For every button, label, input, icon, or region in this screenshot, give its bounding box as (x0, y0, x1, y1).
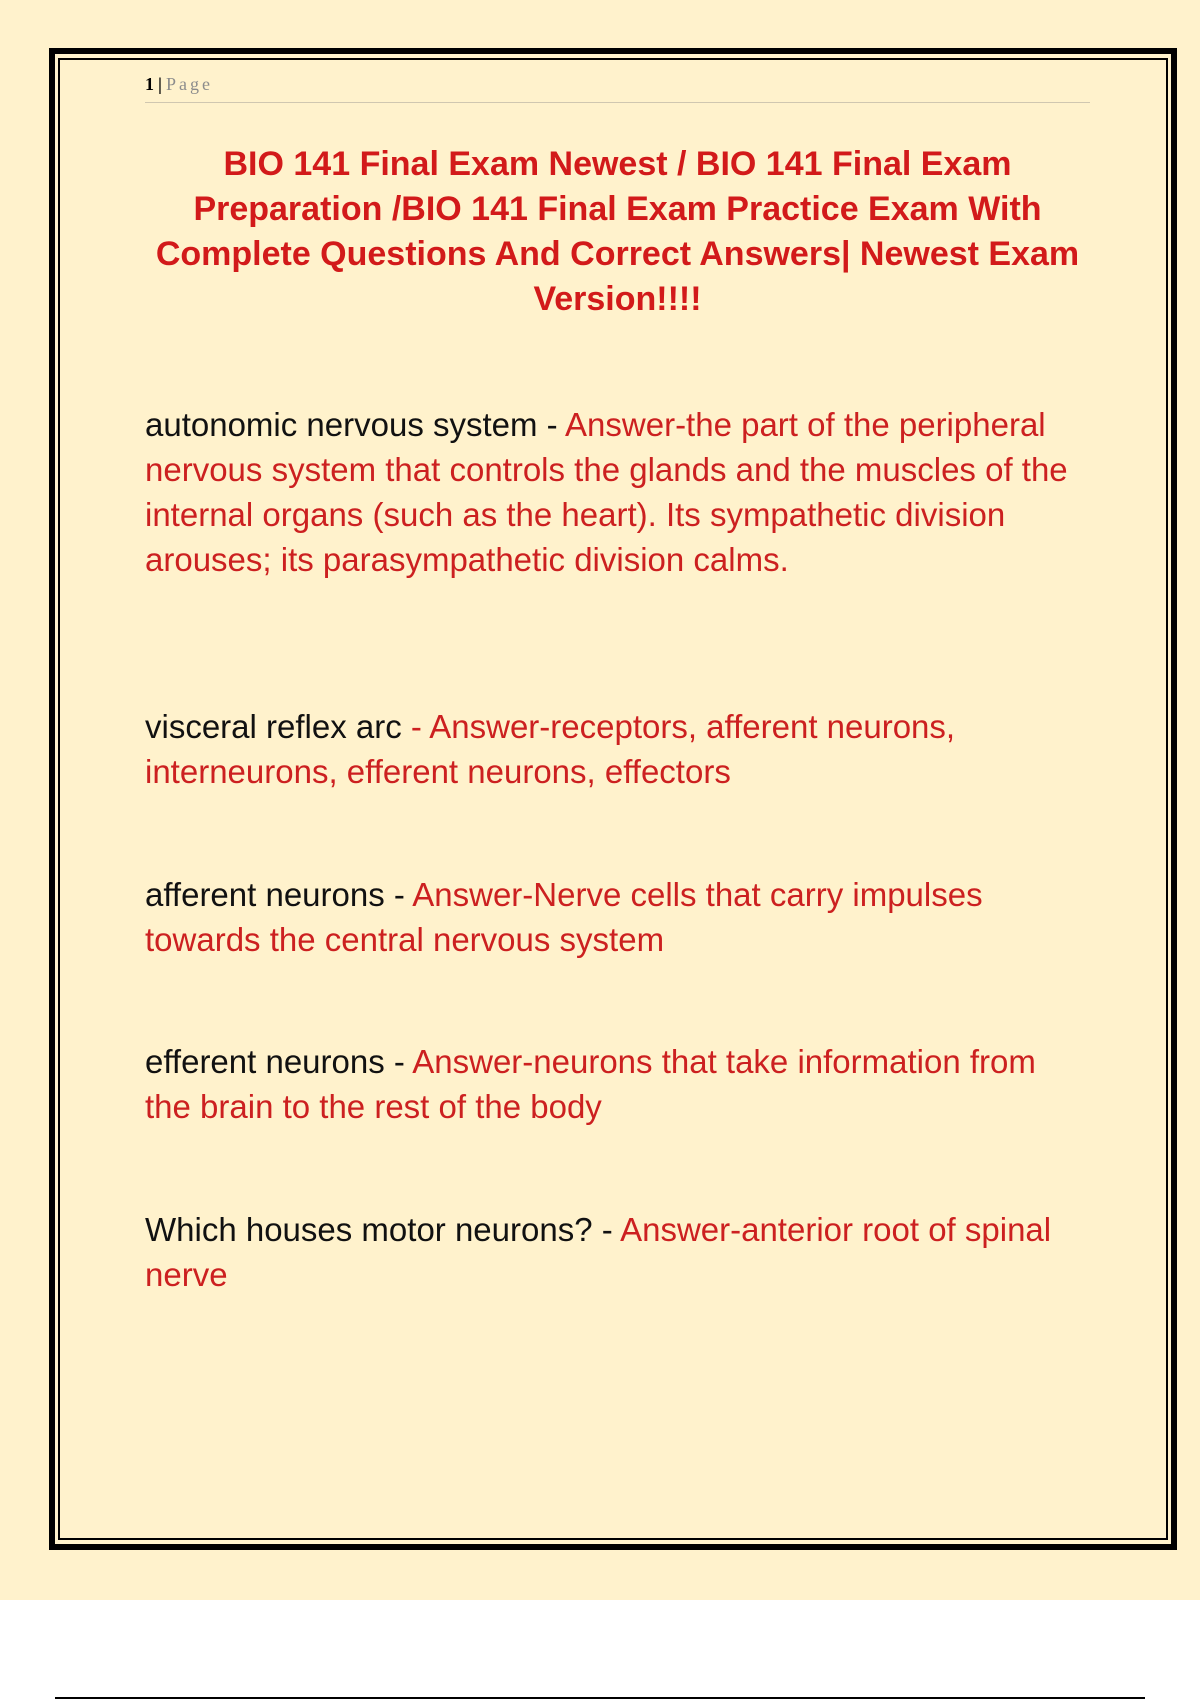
qa-entry (145, 402, 1090, 582)
qa-answer: Answer-the part of the peripheral nervous system that controls the glands and the muscles of the internal organs (such as the heart). Its sympathetic division arouses; its parasympathetic division calms. (145, 406, 1068, 578)
qa-dash: - (592, 1211, 621, 1248)
qa-answer: Answer-neurons that take information from the brain to the rest of the body (145, 1043, 1036, 1125)
qa-term: efferent neurons (145, 1043, 385, 1080)
page-separator: | (158, 74, 162, 94)
page-number: 1 (145, 74, 154, 94)
qa-term: Which houses motor neurons? (145, 1211, 593, 1248)
qa-term: afferent neurons (145, 876, 385, 913)
qa-dash: - (384, 1043, 413, 1080)
qa-dash: - (537, 406, 566, 443)
qa-entry (145, 704, 1090, 794)
footer-rule (55, 1697, 1145, 1699)
page-header (145, 74, 1090, 103)
qa-dash: - (384, 876, 413, 913)
qa-answer: Answer-receptors, afferent neurons, interneurons, efferent neurons, effectors (145, 708, 956, 790)
qa-answer: Answer-Nerve cells that carry impulses towards the central nervous system (145, 876, 983, 958)
qa-answer: Answer-anterior root of spinal nerve (145, 1211, 1052, 1293)
qa-term: autonomic nervous system (145, 406, 538, 443)
qa-entry (145, 1207, 1090, 1297)
qa-entry (145, 1039, 1090, 1129)
qa-term: visceral reflex arc (145, 708, 402, 745)
qa-dash: - (401, 708, 430, 745)
document-title: BIO 141 Final Exam Newest / BIO 141 Final Exam Preparation /BIO 141 Final Exam Practice Exam With Complete Questions And Correct Answers| Newest Exam Version!!!! (155, 145, 1080, 318)
qa-entry (145, 872, 1090, 962)
page-word: Page (165, 74, 213, 94)
